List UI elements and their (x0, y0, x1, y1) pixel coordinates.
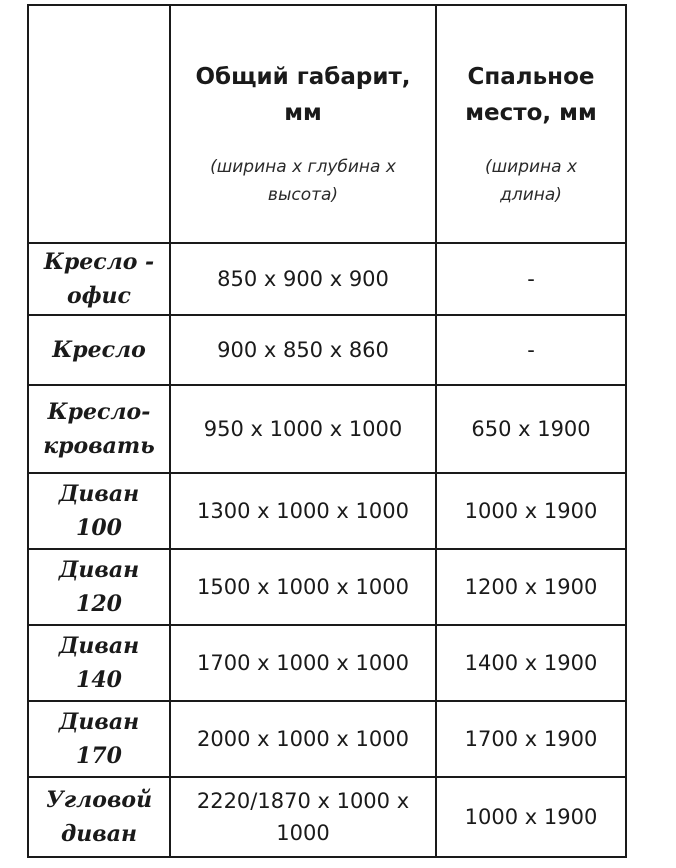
row-dimensions: 850 х 900 х 900 (170, 243, 436, 315)
row-sleep-area: 1000 х 1900 (436, 473, 626, 549)
row-dimensions: 1500 х 1000 х 1000 (170, 549, 436, 625)
table-row (28, 243, 626, 315)
row-dimensions: 950 х 1000 х 1000 (170, 385, 436, 473)
row-sleep-area: 1400 х 1900 (436, 625, 626, 701)
row-sleep-area: 1700 х 1900 (436, 701, 626, 777)
table-row (28, 473, 626, 549)
header-sleep-subtitle: (ширина х длина) (484, 157, 578, 205)
table-row (28, 385, 626, 473)
row-sleep-area: - (436, 243, 626, 315)
header-dimensions-subtitle: (ширина х глубина х высота) (210, 157, 396, 205)
row-sleep-area: 1000 х 1900 (436, 777, 626, 857)
header-dimensions-title: Общий габарит, мм (195, 64, 411, 126)
row-sleep-area: - (436, 315, 626, 385)
header-corner-cell (28, 5, 170, 243)
table-row (28, 315, 626, 385)
row-dimensions: 900 х 850 х 860 (170, 315, 436, 385)
row-label: Угловой диван (28, 777, 170, 857)
table-row (28, 701, 626, 777)
header-sleep-cell (436, 5, 626, 243)
row-sleep-area: 1200 х 1900 (436, 549, 626, 625)
row-dimensions: 1700 х 1000 х 1000 (170, 625, 436, 701)
row-sleep-area: 650 х 1900 (436, 385, 626, 473)
table-row (28, 549, 626, 625)
table-header-row (28, 5, 626, 243)
header-sleep-title: Спальное место, мм (465, 64, 597, 126)
furniture-dimensions-table (27, 4, 627, 858)
row-label: Диван 120 (28, 549, 170, 625)
header-dimensions-cell (170, 5, 436, 243)
row-label: Диван 170 (28, 701, 170, 777)
table-row (28, 777, 626, 857)
row-dimensions: 1300 х 1000 х 1000 (170, 473, 436, 549)
row-dimensions: 2000 х 1000 х 1000 (170, 701, 436, 777)
row-label: Диван 140 (28, 625, 170, 701)
table-row (28, 625, 626, 701)
row-dimensions: 2220/1870 х 1000 х 1000 (170, 777, 436, 857)
row-label: Кресло (28, 315, 170, 385)
row-label: Диван 100 (28, 473, 170, 549)
row-label: Кресло-кровать (28, 385, 170, 473)
row-label: Кресло - офис (28, 243, 170, 315)
